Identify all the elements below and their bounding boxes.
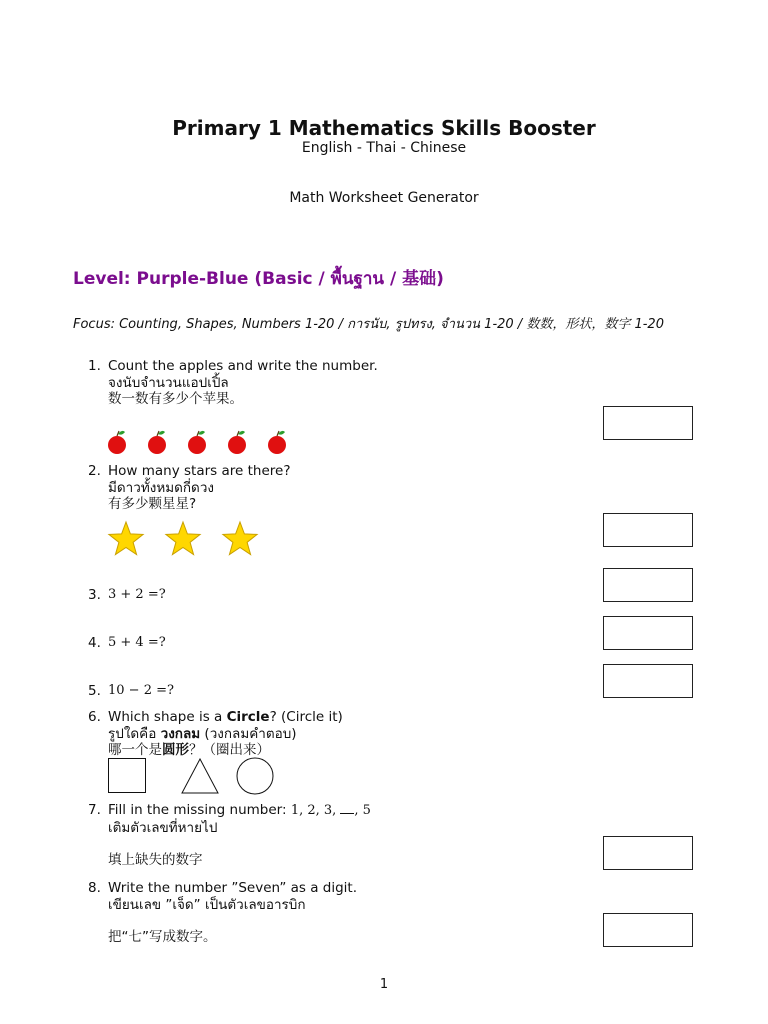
- circle-icon[interactable]: [237, 758, 273, 794]
- apple-icon: [188, 431, 206, 454]
- answer-box-2[interactable]: [603, 513, 693, 547]
- question-number: 3.: [88, 587, 101, 603]
- question-number: 1.: [88, 358, 101, 374]
- question-1-en: Count the apples and write the number.: [108, 358, 378, 374]
- apple-icon: [108, 431, 126, 454]
- apple-icon: [268, 431, 286, 454]
- apples-group: [104, 428, 304, 458]
- answer-box-3[interactable]: [603, 568, 693, 602]
- apple-icon: [228, 431, 246, 454]
- question-3-expression: 3 + 2 =?: [108, 587, 166, 602]
- star-icon: [109, 522, 143, 555]
- apple-icon: [148, 431, 166, 454]
- question-6-text: [108, 709, 343, 759]
- answer-box-7[interactable]: [603, 836, 693, 870]
- level-heading: Level: Purple-Blue (Basic / พื้นฐาน / 基础): [73, 269, 444, 289]
- question-7-th: เติมตัวเลขที่หายไป: [108, 819, 218, 836]
- question-7-text: [108, 802, 371, 869]
- question-2-text: [108, 463, 290, 513]
- question-8-en: Write the number ”Seven” as a digit.: [108, 880, 358, 896]
- question-1-text: [108, 358, 378, 408]
- triangle-icon[interactable]: [182, 759, 218, 793]
- question-6-th: รูปใดคือ วงกลม (วงกลมคำตอบ): [108, 725, 297, 742]
- worksheet-title: Primary 1 Mathematics Skills Booster: [172, 116, 596, 140]
- question-1-zh: 数一数有多少个苹果。: [108, 391, 243, 407]
- question-number: 2.: [88, 463, 101, 479]
- question-8-text: [108, 880, 357, 946]
- question-2-zh: 有多少颗星星?: [108, 496, 197, 512]
- question-number: 6.: [88, 709, 101, 725]
- shape-options: [108, 758, 278, 794]
- question-number: 7.: [88, 802, 101, 818]
- worksheet-subtitle: English - Thai - Chinese: [301, 140, 467, 156]
- question-6-zh: 哪一个是圆形？（圈出来）: [108, 742, 270, 758]
- question-2-th: มีดาวทั้งหมดกี่ดวง: [108, 479, 214, 496]
- answer-box-8[interactable]: [603, 913, 693, 947]
- question-4-expression: 5 + 4 =?: [108, 635, 166, 650]
- question-1-th: จงนับจำนวนแอปเปิ้ล: [108, 374, 229, 391]
- answer-box-4[interactable]: [603, 616, 693, 650]
- star-icon: [166, 522, 200, 555]
- missing-number-blank: [340, 802, 354, 814]
- stars-group: [104, 520, 274, 560]
- question-7-zh: 填上缺失的数字: [108, 852, 203, 868]
- question-number: 5.: [88, 683, 101, 699]
- answer-box-5[interactable]: [603, 664, 693, 698]
- page-number: 1: [379, 977, 389, 992]
- answer-box-1[interactable]: [603, 406, 693, 440]
- question-6-en: Which shape is a Circle? (Circle it): [108, 709, 343, 725]
- question-8-th: เขียนเลข ”เจ็ด” เป็นตัวเลขอารบิก: [108, 896, 306, 913]
- question-2-en: How many stars are there?: [108, 463, 291, 479]
- question-number: 4.: [88, 635, 101, 651]
- square-icon[interactable]: [109, 759, 146, 793]
- question-number: 8.: [88, 880, 101, 896]
- question-8-zh: 把“七”写成数字。: [108, 929, 217, 945]
- star-icon: [223, 522, 257, 555]
- generator-label: Math Worksheet Generator: [289, 190, 479, 206]
- question-7-en: Fill in the missing number: 1, 2, 3, , 5: [108, 802, 371, 818]
- focus-line: Focus: Counting, Shapes, Numbers 1-20 / การนับ, รูปทรง, จำนวน 1-20 / 数数，形状，数字 1-20: [73, 317, 664, 332]
- question-5-expression: 10 − 2 =?: [108, 683, 174, 698]
